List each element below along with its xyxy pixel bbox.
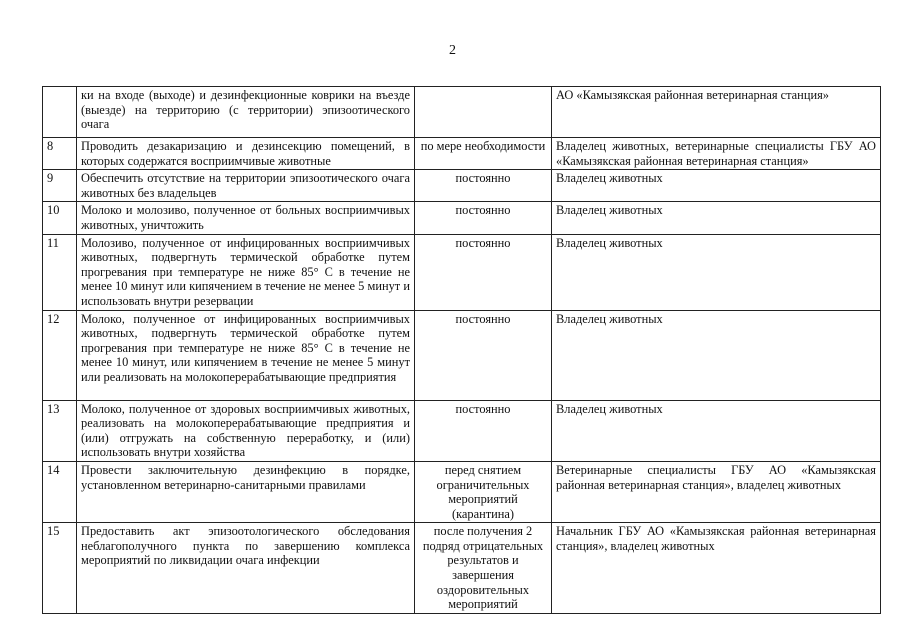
row-action: Молоко, полученное от здоровых восприимчивых животных, реализовать на молокоперерабатывающие предприятия и (или) отгружать на собственную переработку, и (или) использовать внутри хозяйства bbox=[77, 400, 415, 461]
row-action: Проводить дезакаризацию и дезинсекцию помещений, в которых содержатся восприимчивые животные bbox=[77, 138, 415, 170]
row-action: Молоко, полученное от инфицированных восприимчивых животных, подвергнуть термической обработке путем прогревания при температуре не ниже 85° С в течение не менее 10 минут, или кипячением в течение не менее 5 минут или реализовать на молокоперерабатывающие предприятия bbox=[77, 310, 415, 400]
row-action: Молоко и молозиво, полученное от больных восприимчивых животных, уничтожить bbox=[77, 202, 415, 234]
table-row bbox=[43, 310, 881, 400]
row-number: 9 bbox=[43, 170, 77, 202]
measures-table bbox=[42, 86, 881, 614]
row-number: 13 bbox=[43, 400, 77, 461]
table-row bbox=[43, 202, 881, 234]
table-row bbox=[43, 170, 881, 202]
row-term: постоянно bbox=[415, 170, 552, 202]
row-responsible: Владелец животных bbox=[552, 170, 881, 202]
row-term: после получения 2 подряд отрицательных результатов и завершения оздоровительных мероприятий bbox=[415, 523, 552, 614]
row-number: 15 bbox=[43, 523, 77, 614]
row-responsible: АО «Камызякская районная ветеринарная станция» bbox=[552, 87, 881, 138]
row-number: 14 bbox=[43, 461, 77, 522]
row-action: ки на входе (выходе) и дезинфекционные коврики на въезде (выезде) на территорию (с территории) эпизоотического очага bbox=[77, 87, 415, 138]
row-number: 8 bbox=[43, 138, 77, 170]
row-number: 10 bbox=[43, 202, 77, 234]
row-responsible: Владелец животных bbox=[552, 400, 881, 461]
row-action: Предоставить акт эпизоотологического обследования неблагополучного пункта по завершению комплекса мероприятий по ликвидации очага инфекции bbox=[77, 523, 415, 614]
row-term bbox=[415, 87, 552, 138]
page-number: 2 bbox=[449, 43, 456, 58]
row-term: постоянно bbox=[415, 310, 552, 400]
table-row bbox=[43, 234, 881, 310]
row-term: по мере необходимости bbox=[415, 138, 552, 170]
row-term: перед снятием ограничительных мероприятий (карантина) bbox=[415, 461, 552, 522]
row-number bbox=[43, 87, 77, 138]
row-responsible: Владелец животных bbox=[552, 310, 881, 400]
row-term: постоянно bbox=[415, 202, 552, 234]
row-term: постоянно bbox=[415, 400, 552, 461]
table-row bbox=[43, 87, 881, 138]
row-action: Молозиво, полученное от инфицированных восприимчивых животных, подвергнуть термической обработке путем прогревания при температуре не ниже 85° С в течение не менее 10 минут или кипячением в течение не менее 5 минут и использовать внутри резервации bbox=[77, 234, 415, 310]
row-action: Обеспечить отсутствие на территории эпизоотического очага животных без владельцев bbox=[77, 170, 415, 202]
table-row bbox=[43, 400, 881, 461]
row-responsible: Владелец животных bbox=[552, 202, 881, 234]
row-responsible: Начальник ГБУ АО «Камызякская районная ветеринарная станция», владелец животных bbox=[552, 523, 881, 614]
row-term: постоянно bbox=[415, 234, 552, 310]
row-responsible: Ветеринарные специалисты ГБУ АО «Камызякская районная ветеринарная станция», владелец животных bbox=[552, 461, 881, 522]
row-responsible: Владелец животных, ветеринарные специалисты ГБУ АО «Камызякская районная ветеринарная станция» bbox=[552, 138, 881, 170]
row-number: 12 bbox=[43, 310, 77, 400]
table-row bbox=[43, 461, 881, 522]
table-row bbox=[43, 138, 881, 170]
row-responsible: Владелец животных bbox=[552, 234, 881, 310]
row-action: Провести заключительную дезинфекцию в порядке, установленном ветеринарно-санитарными правилами bbox=[77, 461, 415, 522]
table-row bbox=[43, 523, 881, 614]
row-number: 11 bbox=[43, 234, 77, 310]
